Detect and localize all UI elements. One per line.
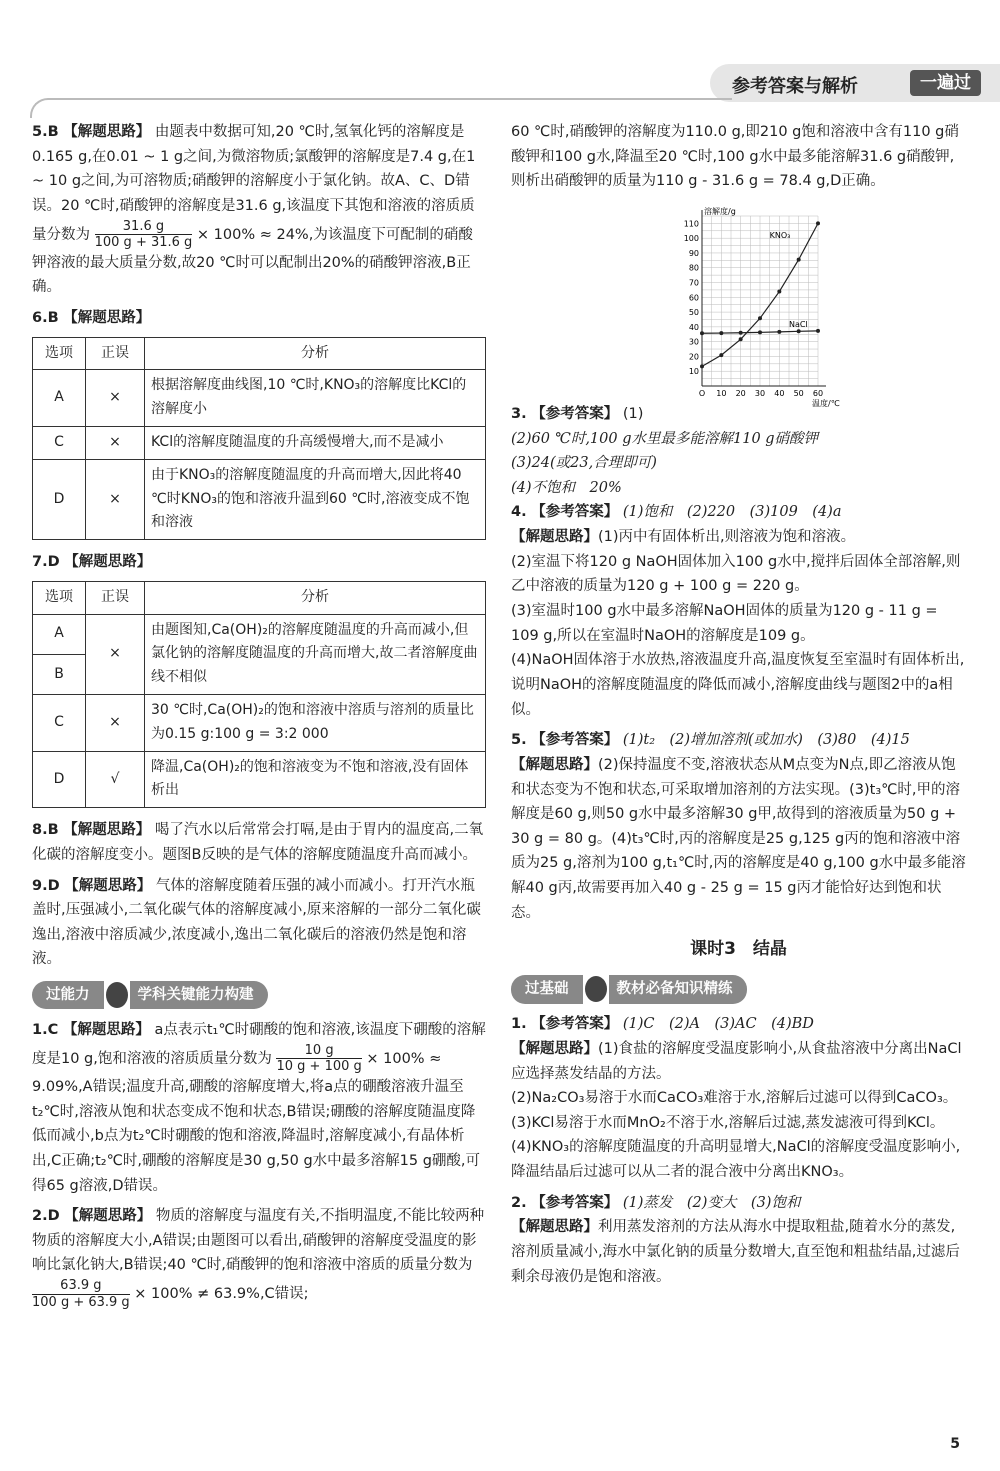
series-label: NaCl [788, 319, 808, 329]
answer-q3: 3. 【参考答案】 (1) 10 20 30 40 50 60 70 80 90 100 110 O 10 20 30 40 50 60 溶解度/g 温度/℃ KNO₃ NaCl (2)60 ℃时,100 g水里最多能溶解110 g硝酸钾 (3)24(或23,合理即可) (4)不饱和 20% [511, 200, 966, 501]
header-rule [30, 98, 732, 118]
data-point [700, 364, 704, 368]
left-column [32, 120, 486, 1316]
data-point [719, 353, 723, 357]
y-tick-label: 90 [688, 248, 699, 258]
fraction: $\frac{10 g}{10 g + 100 g}$ [276, 1042, 362, 1075]
table-row: C × KCl的溶解度随温度的升高缓慢增大,而不是减小 [33, 427, 486, 460]
medal-icon [106, 982, 128, 1008]
x-tick-label: O [698, 388, 706, 398]
page-number: 5 [950, 1436, 960, 1452]
x-tick-label: 20 [735, 388, 746, 398]
data-point [719, 331, 723, 335]
x-tick-label: 10 [716, 388, 727, 398]
continued-text: 60 ℃时,硝酸钾的溶解度为110.0 g,即210 g饱和溶液中含有110 g硝酸钾和100 g水,降温至20 ℃时,100 g水中最多能溶解31.6 g硝酸钾,则析出硝酸钾的质量为110 g - 31.6 g = 78.4 g,D正确。 [511, 124, 959, 190]
right-column [511, 120, 966, 1295]
table-row: B [33, 654, 486, 694]
x-tick-label: 60 [812, 388, 824, 398]
y-tick-label: 50 [688, 308, 699, 318]
y-tick-label: 30 [688, 337, 699, 347]
y-tick-label: 10 [688, 367, 699, 377]
data-point [797, 258, 801, 262]
y-tick-label: 100 [683, 234, 699, 244]
data-point [816, 221, 820, 225]
table-row: C × 30 ℃时,Ca(OH)₂的饱和溶液中溶质与溶剂的质量比为0.15 g:100 g = 3:2 000 [33, 695, 486, 752]
data-point [758, 330, 762, 334]
solubility-chart [676, 204, 846, 414]
answer-q5-right: 5. 【参考答案】 (1)t₂ (2)增加溶剂(或加水) (3)80 (4)15 【解题思路】(2)保持温度不变,溶液状态从M点变为N点,即乙溶液从饱和状态变为不饱和状态,可采取增加溶剂的方法实现。(3)t₃℃时,甲的溶解度是60 g,则50 g水中最多溶解30 g甲,故得到的溶液质量为50 g + 30 g = 80 g。(4)t₃℃时,丙的溶解度是25 g,125 g丙的饱和溶液中溶质为25 g,溶剂为100 g,t₁℃时,丙的溶解度是40 g,100 g水中最多能溶解40 g丙,故需要再加入40 g - 25 g = 15 g丙才能恰好达到饱和状态。 [511, 732, 966, 921]
lesson-title: 课时3 结晶 [690, 939, 787, 960]
y-tick-label: 110 [683, 219, 699, 229]
table-row: A × 根据溶解度曲线图,10 ℃时,KNO₃的溶解度比KCl的溶解度小 [33, 370, 486, 427]
x-tick-label: 40 [774, 388, 785, 398]
answer-p2: 2.D 【解题思路】 物质的溶解度与温度有关,不指明温度,不能比较两种物质的溶解度大小,A错误;由题图可以看出,硝酸钾的溶解度受温度的影响比氯化钠大,B错误;40 ℃时,硝酸钾的饱和溶液中溶质的质量分数为 $\frac{63.9 g}{100 g + 63.9 g}$ × 100% ≠ 63.9%,C错误; [32, 1208, 485, 1310]
answer-q5: 5.B 【解题思路】 由题表中数据可知,20 ℃时,氢氧化钙的溶解度是0.165 g,在0.01 ~ 1 g之间,为微溶物质;氯酸钾的溶解度是7.4 g,在1 ~ 10 g之间,为可溶物质;硝酸钾的溶解度小于氯化钠。故A、C、D错误。20 ℃时,硝酸钾的溶解度是31.6 g,该温度下其饱和溶液的溶质质量分数为 $\frac{31.6 g}{100 g + 31.6 g}$ × 100% ≈ 24%,为该温度下可配制的硝酸钾溶液的最大质量分数,故20 ℃时可以配制出20%的硝酸钾溶液,B正确。 [32, 124, 476, 296]
y-tick-label: 80 [688, 263, 699, 273]
data-point [739, 331, 743, 335]
y-tick-label: 40 [688, 322, 699, 332]
data-point [777, 289, 781, 293]
y-tick-label: 60 [688, 293, 699, 303]
y-tick-label: 20 [688, 352, 699, 362]
header-brand: 一遍过 [910, 70, 981, 96]
answer-p1: 1.C 【解题思路】 a点表示t₁℃时硼酸的饱和溶液,该温度下硼酸的溶解度是10 g,饱和溶液的溶质质量分数为 $\frac{10 g}{10 g + 100 g}$ × 100% ≈ 9.09%,A错误;温度升高,硼酸的溶解度增大,将a点的硼酸溶液升温至t₂℃时,溶液从饱和状态变成不饱和状态,B错误;硼酸的溶解度随温度降低而减小,b点为t₂℃时硼酸的饱和溶液,降温时,溶解度减小,有晶体析出,C正确;t₂℃时,硼酸的溶解度是30 g,50 g水中最多溶解15 g硼酸,可得65 g溶液,D错误。 [32, 1022, 486, 1194]
analysis-table-q6: 选项 正误 分析 A × 根据溶解度曲线图,10 ℃时,KNO₃的溶解度比KCl的溶解度小 C × KCl的溶解度随温度的升高缓慢增大,而不是减小 D × 由于KNO₃的溶解度随温度的升高而增大,因此将40 ℃时KNO₃的饱和溶液升温到60 ℃时,溶液变成不饱和溶液 [32, 337, 486, 541]
table-row: A × 由题图知,Ca(OH)₂的溶解度随温度的升高而减小,但氯化钠的溶解度随温度的升高而增大,故二者溶解度曲线不相似 [33, 614, 486, 654]
answer-k2: 2. 【参考答案】 (1)蒸发 (2)变大 (3)饱和 【解题思路】利用蒸发溶剂的方法从海水中提取粗盐,随着水分的蒸发,溶剂质量减小,海水中氯化钠的质量分数增大,直至饱和粗盐结晶,过滤后剩余母液仍是饱和溶液。 [511, 1194, 960, 1285]
answer-k1: 1. 【参考答案】 (1)C (2)A (3)AC (4)BD 【解题思路】(1)食盐的溶解度受温度影响小,从食盐溶液中分离出NaCl应选择蒸发结晶的方法。 (2)Na₂CO₃易溶于水而CaCO₃难溶于水,溶解后过滤可以得到CaCO₃。 (3)KCl易溶于水而MnO₂不溶于水,溶解后过滤,蒸发滤液可得到KCl。 (4)KNO₃的溶解度随温度的升高明显增大,NaCl的溶解度受温度影响小,降温结晶后过滤可以从二者的混合液中分离出KNO₃。 [511, 1016, 962, 1181]
table-row: D × 由于KNO₃的溶解度随温度的升高而增大,因此将40 ℃时KNO₃的饱和溶液升温到60 ℃时,溶液变成不饱和溶液 [33, 459, 486, 539]
x-tick-label: 30 [754, 388, 766, 398]
answer-q7: 7.D 【解题思路】 选项 正误 分析 A × 由题图知,Ca(OH)₂的溶解度随温度的升高而减小,但氯化钠的溶解度随温度的升高而增大,故二者溶解度曲线不相似 B C × 30 ℃时,Ca(OH)₂的饱和溶液中溶质与溶剂的质量比为0.15 g:100 g = 3:2 000 D √ 降温,Ca(OH)₂的饱和溶液变为不饱和溶液,没有固体析出 [32, 550, 486, 808]
analysis-table-q7: 选项 正误 分析 A × 由题图知,Ca(OH)₂的溶解度随温度的升高而减小,但氯化钠的溶解度随温度的升高而增大,故二者溶解度曲线不相似 B C × 30 ℃时,Ca(OH)₂的饱和溶液中溶质与溶剂的质量比为0.15 g:100 g = 3:2 000 D √ 降温,Ca(OH)₂的饱和溶液变为不饱和溶液,没有固体析出 [32, 581, 486, 808]
data-point [816, 329, 820, 333]
fraction: $\frac{31.6 g}{100 g + 31.6 g}$ [94, 218, 193, 251]
y-axis-label: 溶解度/g [703, 206, 736, 216]
page-header [710, 64, 1000, 102]
fraction: $\frac{63.9 g}{100 g + 63.9 g}$ [32, 1278, 130, 1310]
data-point [700, 331, 704, 335]
answer-q8: 8.B 【解题思路】 喝了汽水以后常常会打嗝,是由于胃内的温度高,二氧化碳的溶解度变小。题图B反映的是气体的溶解度随温度升高而减小。 [32, 822, 484, 863]
x-tick-label: 50 [793, 388, 804, 398]
answer-q4: 4. 【参考答案】 (1)饱和 (2)220 (3)109 (4)a 【解题思路】(1)丙中有固体析出,则溶液为饱和溶液。 (2)室温下将120 g NaOH固体加入100 g水中,搅拌后固体全部溶解,则乙中溶液的质量为120 g + 100 g = 220 g。 (3)室温时100 g水中最多溶解NaOH固体的质量为120 g - 11 g = 109 g,所以在室温时NaOH的溶解度是109 g。 (4)NaOH固体溶于水放热,溶液温度升高,温度恢复至室温时有固体析出,说明NaOH的溶解度随温度的降低而减小,溶解度曲线与题图2中的a相似。 [511, 504, 965, 718]
answer-q9: 9.D 【解题思路】 气体的溶解度随着压强的减小而减小。打开汽水瓶盖时,压强减小,二氧化碳气体的溶解度减小,原来溶解的一部分二氧化碳逸出,溶液中溶质减少,浓度减小,逸出二氧化碳后的溶液仍然是饱和溶液。 [32, 877, 481, 968]
book-icon [585, 976, 607, 1002]
answer-q6: 6.B 【解题思路】 选项 正误 分析 A × 根据溶解度曲线图,10 ℃时,KNO₃的溶解度比KCl的溶解度小 C × KCl的溶解度随温度的升高缓慢增大,而不是减小 D × 由于KNO₃的溶解度随温度的升高而增大,因此将40 ℃时KNO₃的饱和溶液升温到60 ℃时,溶液变成不饱和溶液 [32, 306, 486, 540]
y-tick-label: 70 [688, 278, 699, 288]
table-row: D √ 降温,Ca(OH)₂的饱和溶液变为不饱和溶液,没有固体析出 [33, 751, 486, 808]
data-point [797, 329, 801, 333]
data-point [739, 337, 743, 341]
section-banner: 过基础 教材必备知识精练 [511, 974, 966, 1004]
data-point [758, 316, 762, 320]
x-axis-label: 温度/℃ [811, 398, 840, 408]
header-title: 参考答案与解析 [732, 76, 858, 97]
series-label: KNO₃ [769, 231, 791, 241]
section-banner: 过能力 学科关键能力构建 [32, 980, 486, 1010]
data-point [777, 330, 781, 334]
